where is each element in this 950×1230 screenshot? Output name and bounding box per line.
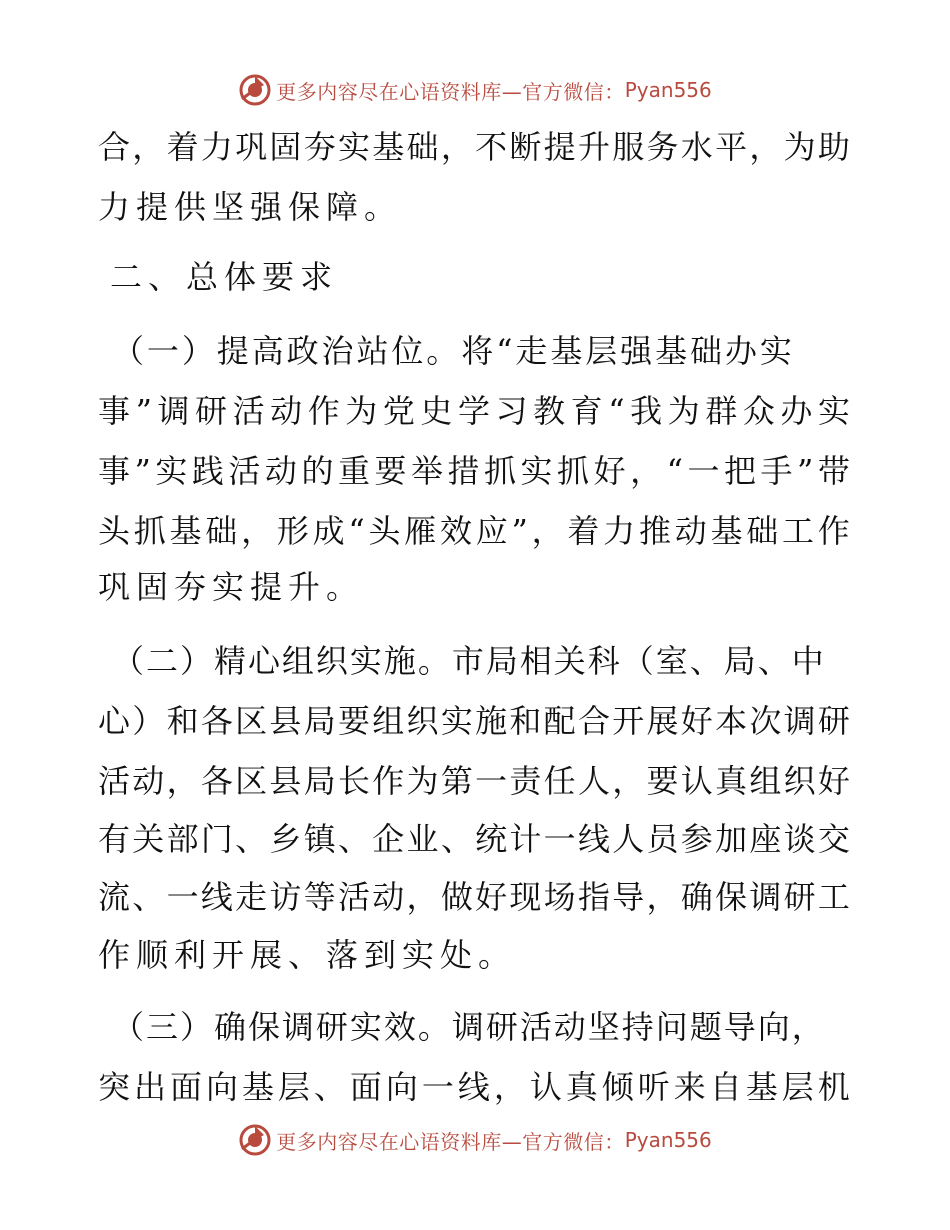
text-line: 事 ” 实 践 活 动 的 重 要 举 措 抓 实 抓 好 ， “ 一 把 手 ” 带 (98, 452, 850, 490)
text-line: 心 ） 和 各 区 县 局 要 组 织 实 施 和 配 合 开 展 好 本 次 调 研 (98, 702, 850, 740)
text-line: 事 ” 调 研 活 动 作 为 党 史 学 习 教 育 “ 我 为 群 众 办 实 (98, 392, 850, 430)
text-line: 有 关 部 门 、 乡 镇 、 企 业 、 统 计 一 线 人 员 参 加 座 谈 交 (98, 820, 850, 858)
text-line: （ 一 ） 提 高 政 治 站 位 。 将 “ 走 基 层 强 基 础 办 实 (112, 332, 792, 370)
text-line: 作顺利开展、落到实处。 (98, 936, 517, 974)
text-line: 流 、 一 线 走 访 等 活 动 ， 做 好 现 场 指 导 ， 确 保 调 研 工 (98, 878, 850, 916)
text-line: 合 ， 着 力 巩 固 夯 实 基 础 ， 不 断 提 升 服 务 水 平 ， 为 助 (98, 128, 850, 166)
text-line: 巩固夯实提升。 (98, 568, 365, 606)
text-line: 活 动 ， 各 区 县 局 长 作 为 第 一 责 任 人 ， 要 认 真 组 织 好 (98, 762, 850, 800)
banner-account: Pyan556 (624, 1128, 712, 1152)
brand-logo-icon (238, 1123, 272, 1157)
banner-text: 更多内容尽在心语资料库—官方微信： (276, 79, 625, 104)
footer-banner (0, 1120, 950, 1160)
text-line: （ 二 ） 精 心 组 织 实 施 。 市 局 相 关 科 （ 室 、 局 、 中 (112, 642, 824, 680)
banner-text: 更多内容尽在心语资料库—官方微信： (276, 1129, 625, 1154)
text-line: （ 三 ） 确 保 调 研 实 效 。 调 研 活 动 坚 持 问 题 导 向 ， (112, 1008, 824, 1046)
banner-account: Pyan556 (624, 78, 712, 102)
section-heading: 二、总体要求 (110, 258, 339, 296)
text-line: 突 出 面 向 基 层 、 面 向 一 线 ， 认 真 倾 听 来 自 基 层 机 (98, 1068, 850, 1106)
text-line: 力提供坚强保障。 (98, 188, 403, 226)
text-line: 头 抓 基 础 ， 形 成 “ 头 雁 效 应 ” ， 着 力 推 动 基 础 工 作 (98, 512, 850, 550)
